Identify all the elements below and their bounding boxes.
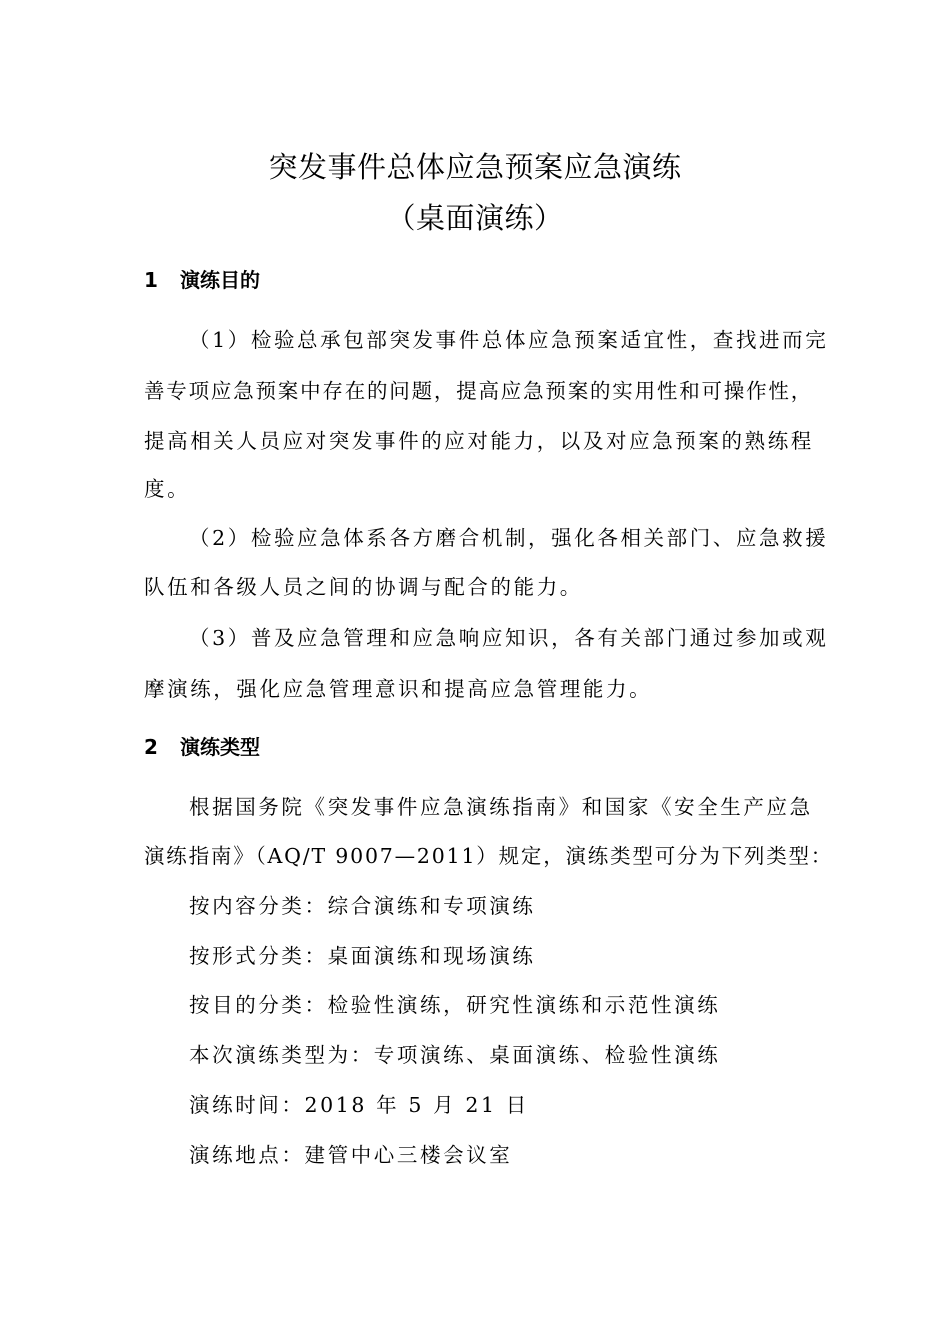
paragraph-line: 摩演练，强化应急管理意识和提高应急管理能力。 — [144, 677, 653, 701]
section-heading — [144, 731, 260, 760]
paragraph-line: 按内容分类：综合演练和专项演练 — [189, 894, 536, 918]
paragraph-line: 演练地点：建管中心三楼会议室 — [189, 1143, 513, 1167]
document-title: 突发事件总体应急预案应急演练 — [268, 150, 682, 184]
section-number: 2 — [144, 735, 158, 759]
document-subtitle: （桌面演练） — [386, 201, 564, 235]
paragraph-line: 提高相关人员应对突发事件的应对能力，以及对应急预案的熟练程 — [144, 429, 814, 453]
paragraph-line: 根据国务院《突发事件应急演练指南》和国家《安全生产应急 — [189, 795, 813, 819]
paragraph-line: （3）普及应急管理和应急响应知识，各有关部门通过参加或观 — [189, 626, 829, 650]
paragraph-line: （1）检验总承包部突发事件总体应急预案适宜性，查找进而完 — [189, 328, 829, 352]
paragraph-line: 度。 — [144, 477, 191, 501]
paragraph-line: 演练指南》（AQ/T 9007—2011）规定，演练类型可分为下列类型： — [144, 844, 834, 868]
section-heading — [144, 264, 260, 293]
section-number: 1 — [144, 268, 158, 292]
paragraph-line: 按形式分类：桌面演练和现场演练 — [189, 944, 536, 968]
section-title: 演练类型 — [180, 735, 260, 759]
paragraph-line: 按目的分类：检验性演练，研究性演练和示范性演练 — [189, 993, 721, 1017]
section-title: 演练目的 — [180, 268, 260, 292]
paragraph-line: 善专项应急预案中存在的问题，提高应急预案的实用性和可操作性， — [144, 379, 813, 403]
paragraph-line: 演练时间：2018 年 5 月 21 日 — [189, 1093, 529, 1117]
paragraph-line: 队伍和各级人员之间的协调与配合的能力。 — [144, 575, 583, 599]
paragraph-line: （2）检验应急体系各方磨合机制，强化各相关部门、应急救援 — [189, 526, 829, 550]
paragraph-line: 本次演练类型为：专项演练、桌面演练、检验性演练 — [189, 1043, 721, 1067]
